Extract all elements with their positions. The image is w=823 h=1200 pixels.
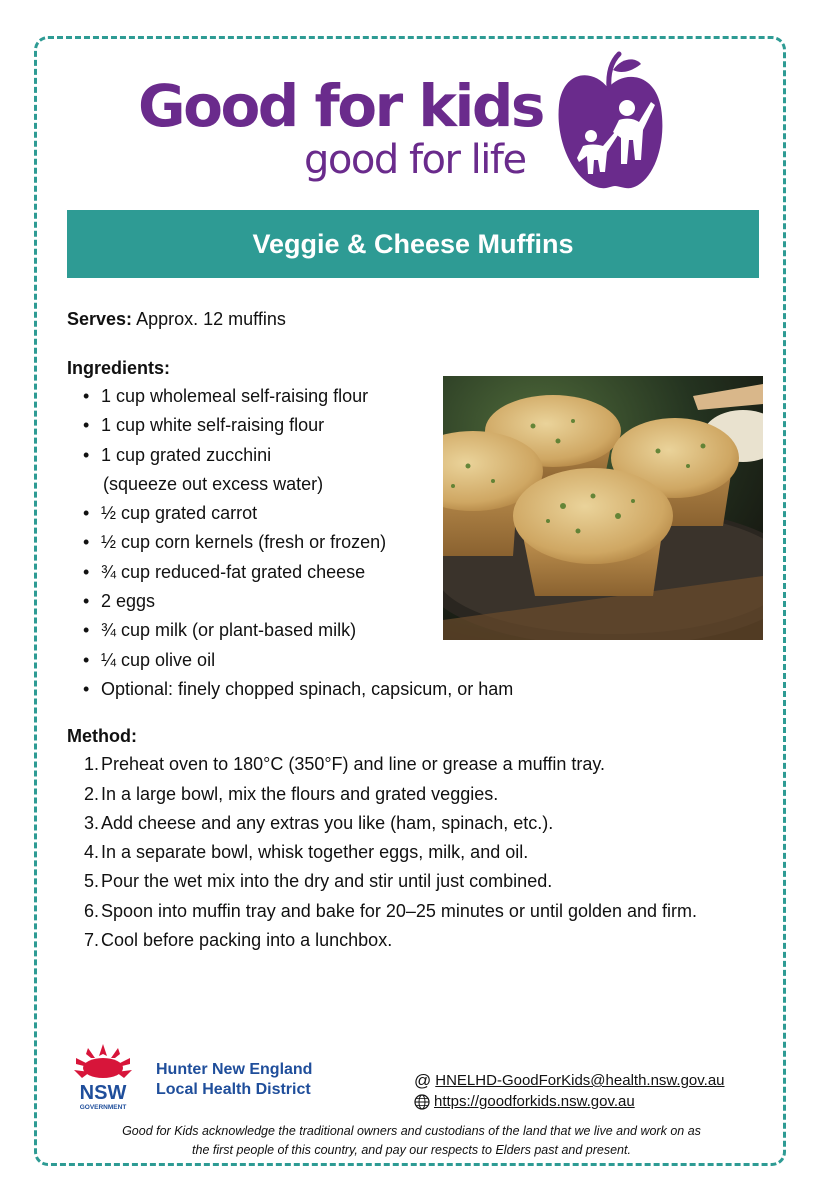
step-text: Cool before packing into a lunchbox. [101,930,393,951]
district-line-1: Hunter New England [156,1061,313,1078]
method-step [79,926,767,955]
apple-family-icon [553,50,665,192]
method-step [79,750,767,779]
step-text: In a large bowl, mix the flours and grated veggies. [101,783,499,804]
ingredient-item: • ¾ cup milk (or plant-based milk) [79,616,767,645]
acknowledgement-line-2: the first people of this country, and pay our respects to Elders past and present. [192,1143,631,1157]
step-text: Pour the wet mix into the dry and stir until just combined. [101,871,553,892]
step-text: In a separate bowl, whisk together eggs, milk, and oil. [101,842,529,863]
method-step [79,897,767,926]
email-link[interactable]: HNELHD-GoodForKids@health.nsw.gov.au [435,1072,725,1089]
ingredient-item: • ¾ cup reduced-fat grated cheese [79,558,767,587]
step-number: 7. [83,930,99,951]
step-number: 1. [83,754,99,775]
serves-label: Serves: [67,309,133,329]
acknowledgement-line-1: Good for Kids acknowledge the traditional owners and custodians of the land that we live and work on as [122,1124,701,1138]
ingredient-item: • ½ cup grated carrot [79,499,767,528]
step-number: 5. [83,871,99,892]
ingredient-text: 1 cup grated zucchini [101,444,272,465]
ingredient-note: (squeeze out excess water) [103,473,324,494]
ingredient-item: • Optional: finely chopped spinach, capsicum, or ham [79,675,767,704]
method-list [67,750,767,955]
website-row [414,1091,725,1112]
recipe-title-bar [67,210,759,278]
nsw-waratah-icon [70,1042,136,1114]
website-link[interactable]: https://goodforkids.nsw.gov.au [434,1093,635,1110]
brand-line-2: good for life [304,137,526,183]
step-text: Preheat oven to 180°C (350°F) and line or grease a muffin tray. [101,754,606,775]
ingredient-item: • 2 eggs [79,587,767,616]
recipe-title: Veggie & Cheese Muffins [252,228,574,259]
at-sign-icon: @ [414,1070,432,1090]
serves-line [67,306,767,332]
brand-logo [138,74,543,182]
district-name [156,1060,312,1100]
district-line-2: Local Health District [156,1081,311,1098]
method-step [79,780,767,809]
serves-value: Approx. 12 muffins [136,309,286,329]
method-step [79,867,767,896]
ingredients-heading: Ingredients: [67,358,171,378]
contact-block [414,1070,725,1112]
globe-icon [414,1094,430,1110]
step-number: 3. [83,812,99,833]
ingredient-item: • 1 cup white self-raising flour [79,411,767,440]
step-number: 6. [83,900,99,921]
step-text: Add cheese and any extras you like (ham, spinach, etc.). [101,812,554,833]
step-number: 2. [83,783,99,804]
step-number: 4. [83,842,99,863]
muffin-photo [443,376,763,640]
nsw-government-text: GOVERNMENT [79,1104,127,1111]
step-text: Spoon into muffin tray and bake for 20–25 minutes or until golden and firm. [101,900,698,921]
email-row [414,1070,725,1091]
method-step [79,809,767,838]
method-step [79,838,767,867]
ingredient-item: • 1 cup wholemeal self-raising flour [79,382,767,411]
ingredient-item: • ¼ cup olive oil [79,646,767,675]
brand-line-1: Good for kids [138,72,543,140]
method-heading: Method: [67,726,137,747]
acknowledgement [60,1122,763,1160]
nsw-text: NSW [79,1082,127,1104]
ingredient-item: • ½ cup corn kernels (fresh or frozen) [79,528,767,557]
